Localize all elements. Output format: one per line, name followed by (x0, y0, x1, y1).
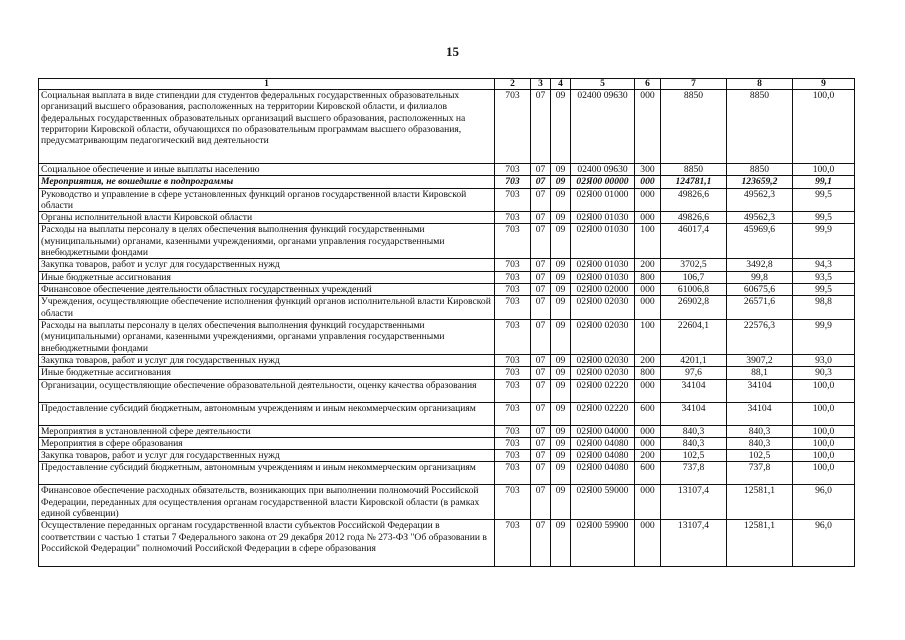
column-4-value: 09 (551, 296, 571, 320)
column-9-percent: 100,0 (793, 450, 855, 462)
column-6-value: 000 (635, 284, 661, 296)
row-description: Закупка товаров, работ и услуг для государственных нужд (39, 450, 495, 462)
column-4-value: 09 (551, 354, 571, 366)
column-4-value: 09 (551, 284, 571, 296)
column-9-percent: 99,1 (793, 176, 855, 188)
column-3-value: 07 (531, 176, 551, 188)
column-9-percent: 100,0 (793, 90, 855, 164)
row-description: Руководство и управление в сфере установленных функций органов государственной власти Кировской области (39, 188, 495, 212)
column-5-code: 02Я00 59900 (571, 520, 635, 567)
column-4-value: 09 (551, 485, 571, 520)
column-3-value: 07 (531, 354, 551, 366)
column-4-value: 09 (551, 462, 571, 485)
column-5-code: 02Я00 01030 (571, 224, 635, 259)
row-description: Мероприятия в установленной сфере деятельности (39, 425, 495, 437)
column-6-value: 000 (635, 90, 661, 164)
budget-table (38, 78, 855, 567)
column-4-value: 09 (551, 164, 571, 176)
table-row (39, 176, 855, 188)
header-cell: 4 (551, 79, 571, 90)
column-2-value: 703 (495, 284, 531, 296)
column-7-value: 102,5 (661, 450, 727, 462)
column-3-value: 07 (531, 296, 551, 320)
column-8-value: 45969,6 (727, 224, 793, 259)
column-7-value: 8850 (661, 90, 727, 164)
column-4-value: 09 (551, 520, 571, 567)
row-description: Учреждения, осуществляющие обеспечение исполнения функций органов исполнительной власти Кировской области (39, 296, 495, 320)
column-7-value: 26902,8 (661, 296, 727, 320)
column-9-percent: 94,3 (793, 259, 855, 271)
column-6-value: 800 (635, 367, 661, 379)
column-5-code: 02Я00 59000 (571, 485, 635, 520)
column-6-value: 000 (635, 379, 661, 402)
table-row (39, 367, 855, 379)
column-8-value: 12581,1 (727, 520, 793, 567)
column-7-value: 840,3 (661, 437, 727, 449)
column-9-percent: 99,9 (793, 224, 855, 259)
row-description: Мероприятия в сфере образования (39, 437, 495, 449)
column-8-value: 22576,3 (727, 319, 793, 354)
column-7-value: 124781,1 (661, 176, 727, 188)
column-5-code: 02Я00 02030 (571, 319, 635, 354)
column-2-value: 703 (495, 90, 531, 164)
column-9-percent: 98,8 (793, 296, 855, 320)
table-row (39, 437, 855, 449)
column-2-value: 703 (495, 319, 531, 354)
column-7-value: 3702,5 (661, 259, 727, 271)
table-row (39, 485, 855, 520)
table-row (39, 224, 855, 259)
column-3-value: 07 (531, 224, 551, 259)
column-3-value: 07 (531, 271, 551, 283)
column-6-value: 100 (635, 224, 661, 259)
column-2-value: 703 (495, 176, 531, 188)
column-8-value: 49562,3 (727, 188, 793, 212)
column-6-value: 000 (635, 425, 661, 437)
column-7-value: 106,7 (661, 271, 727, 283)
column-7-value: 46017,4 (661, 224, 727, 259)
column-9-percent: 99,5 (793, 284, 855, 296)
row-description: Предоставление субсидий бюджетным, автономным учреждениям и иным некоммерческим организациям (39, 462, 495, 485)
column-9-percent: 100,0 (793, 164, 855, 176)
column-2-value: 703 (495, 485, 531, 520)
column-4-value: 09 (551, 271, 571, 283)
table-row (39, 212, 855, 224)
column-9-percent: 100,0 (793, 437, 855, 449)
column-3-value: 07 (531, 367, 551, 379)
column-9-percent: 100,0 (793, 379, 855, 402)
column-7-value: 34104 (661, 379, 727, 402)
column-9-percent: 100,0 (793, 402, 855, 425)
column-8-value: 12581,1 (727, 485, 793, 520)
table-row (39, 259, 855, 271)
header-cell: 6 (635, 79, 661, 90)
column-7-value: 97,6 (661, 367, 727, 379)
column-5-code: 02Я00 02220 (571, 379, 635, 402)
header-cell: 7 (661, 79, 727, 90)
column-7-value: 61006,8 (661, 284, 727, 296)
column-6-value: 600 (635, 402, 661, 425)
column-4-value: 09 (551, 176, 571, 188)
column-8-value: 34104 (727, 402, 793, 425)
row-description: Организации, осуществляющие обеспечение образовательной деятельности, оценку качества образования (39, 379, 495, 402)
column-7-value: 49826,6 (661, 188, 727, 212)
table-row (39, 319, 855, 354)
column-4-value: 09 (551, 425, 571, 437)
column-3-value: 07 (531, 90, 551, 164)
row-description: Иные бюджетные ассигнования (39, 271, 495, 283)
column-4-value: 09 (551, 450, 571, 462)
column-3-value: 07 (531, 450, 551, 462)
column-3-value: 07 (531, 402, 551, 425)
column-8-value: 3907,2 (727, 354, 793, 366)
column-4-value: 09 (551, 224, 571, 259)
header-cell: 1 (39, 79, 495, 90)
column-6-value: 000 (635, 520, 661, 567)
column-7-value: 13107,4 (661, 520, 727, 567)
row-description: Расходы на выплаты персоналу в целях обеспечения выполнения функций государственными (муниципальными) органами, казенными учреждениями, органами управления государственными внебюджетными фондами (39, 224, 495, 259)
column-3-value: 07 (531, 437, 551, 449)
column-3-value: 07 (531, 379, 551, 402)
column-6-value: 000 (635, 188, 661, 212)
column-4-value: 09 (551, 212, 571, 224)
column-4-value: 09 (551, 402, 571, 425)
column-8-value: 88,1 (727, 367, 793, 379)
column-8-value: 123659,2 (727, 176, 793, 188)
column-3-value: 07 (531, 284, 551, 296)
table-row (39, 379, 855, 402)
table-row (39, 354, 855, 366)
column-6-value: 600 (635, 462, 661, 485)
column-5-code: 02Я00 04080 (571, 450, 635, 462)
column-6-value: 200 (635, 354, 661, 366)
row-description: Предоставление субсидий бюджетным, автономным учреждениям и иным некоммерческим организациям (39, 402, 495, 425)
column-8-value: 737,8 (727, 462, 793, 485)
column-8-value: 49562,3 (727, 212, 793, 224)
table-row (39, 450, 855, 462)
table-row (39, 164, 855, 176)
row-description: Расходы на выплаты персоналу в целях обеспечения выполнения функций государственными (муниципальными) органами, казенными учреждениями, органами управления государственными внебюджетными фондами (39, 319, 495, 354)
column-5-code: 02Я00 01000 (571, 188, 635, 212)
column-2-value: 703 (495, 450, 531, 462)
column-2-value: 703 (495, 188, 531, 212)
table-row (39, 402, 855, 425)
column-4-value: 09 (551, 367, 571, 379)
column-6-value: 200 (635, 259, 661, 271)
column-8-value: 3492,8 (727, 259, 793, 271)
page-number: 15 (446, 44, 459, 59)
column-5-code: 02Я00 04000 (571, 425, 635, 437)
column-7-value: 34104 (661, 402, 727, 425)
table-row (39, 462, 855, 485)
column-5-code: 02Я00 02030 (571, 367, 635, 379)
table-row (39, 425, 855, 437)
row-description: Осуществление переданных органам государственной власти субъектов Российской Федерации в соответствии с частью 1 статьи 7 Федерального закона от 29 декабря 2012 года № 273-ФЗ "Об образовании в Российской Федерации" полномочий Российской Федерации в сфере образования (39, 520, 495, 567)
column-5-code: 02Я00 00000 (571, 176, 635, 188)
column-5-code: 02400 09630 (571, 90, 635, 164)
header-cell: 9 (793, 79, 855, 90)
column-8-value: 34104 (727, 379, 793, 402)
column-2-value: 703 (495, 437, 531, 449)
column-6-value: 000 (635, 212, 661, 224)
column-8-value: 26571,6 (727, 296, 793, 320)
row-description: Иные бюджетные ассигнования (39, 367, 495, 379)
column-8-value: 8850 (727, 164, 793, 176)
header-cell: 5 (571, 79, 635, 90)
column-2-value: 703 (495, 379, 531, 402)
column-2-value: 703 (495, 224, 531, 259)
table-row (39, 271, 855, 283)
column-9-percent: 99,5 (793, 188, 855, 212)
column-6-value: 200 (635, 450, 661, 462)
column-8-value: 99,8 (727, 271, 793, 283)
column-3-value: 07 (531, 485, 551, 520)
column-2-value: 703 (495, 259, 531, 271)
row-description: Социальная выплата в виде стипендии для студентов федеральных государственных образовательных организаций высшего образования, расположенных на территории Кировской области, и филиалов федеральных государственных образовательных организаций высшего образования, расположенных на территории Кировской области, обучающихся по образовательным программам высшего образования, предусматривающим педагогический вид деятельности (39, 90, 495, 164)
row-description: Мероприятия, не вошедшие в подпрограммы (39, 176, 495, 188)
column-3-value: 07 (531, 462, 551, 485)
column-8-value: 102,5 (727, 450, 793, 462)
column-7-value: 8850 (661, 164, 727, 176)
column-4-value: 09 (551, 259, 571, 271)
column-4-value: 09 (551, 188, 571, 212)
column-4-value: 09 (551, 437, 571, 449)
column-7-value: 13107,4 (661, 485, 727, 520)
column-7-value: 840,3 (661, 425, 727, 437)
column-9-percent: 93,5 (793, 271, 855, 283)
column-5-code: 02Я00 02000 (571, 284, 635, 296)
column-5-code: 02Я00 04080 (571, 437, 635, 449)
column-4-value: 09 (551, 319, 571, 354)
column-5-code: 02Я00 01030 (571, 271, 635, 283)
row-description: Закупка товаров, работ и услуг для государственных нужд (39, 354, 495, 366)
column-5-code: 02Я00 01030 (571, 259, 635, 271)
column-5-code: 02Я00 02030 (571, 354, 635, 366)
column-5-code: 02Я00 01030 (571, 212, 635, 224)
column-7-value: 4201,1 (661, 354, 727, 366)
column-8-value: 8850 (727, 90, 793, 164)
column-6-value: 000 (635, 176, 661, 188)
column-6-value: 000 (635, 485, 661, 520)
column-9-percent: 96,0 (793, 485, 855, 520)
column-9-percent: 90,3 (793, 367, 855, 379)
column-7-value: 49826,6 (661, 212, 727, 224)
column-8-value: 840,3 (727, 437, 793, 449)
column-6-value: 100 (635, 319, 661, 354)
column-7-value: 22604,1 (661, 319, 727, 354)
column-3-value: 07 (531, 520, 551, 567)
column-2-value: 703 (495, 402, 531, 425)
column-2-value: 703 (495, 354, 531, 366)
row-description: Социальное обеспечение и иные выплаты населению (39, 164, 495, 176)
column-5-code: 02400 09630 (571, 164, 635, 176)
column-3-value: 07 (531, 319, 551, 354)
row-description: Закупка товаров, работ и услуг для государственных нужд (39, 259, 495, 271)
column-6-value: 800 (635, 271, 661, 283)
table-row (39, 188, 855, 212)
column-3-value: 07 (531, 212, 551, 224)
column-3-value: 07 (531, 164, 551, 176)
column-7-value: 737,8 (661, 462, 727, 485)
column-9-percent: 99,9 (793, 319, 855, 354)
column-2-value: 703 (495, 164, 531, 176)
column-4-value: 09 (551, 90, 571, 164)
column-2-value: 703 (495, 462, 531, 485)
table-row (39, 284, 855, 296)
column-9-percent: 100,0 (793, 462, 855, 485)
column-5-code: 02Я00 02030 (571, 296, 635, 320)
column-2-value: 703 (495, 296, 531, 320)
column-3-value: 07 (531, 425, 551, 437)
column-3-value: 07 (531, 188, 551, 212)
column-2-value: 703 (495, 425, 531, 437)
column-9-percent: 96,0 (793, 520, 855, 567)
column-4-value: 09 (551, 379, 571, 402)
column-5-code: 02Я00 02220 (571, 402, 635, 425)
column-2-value: 703 (495, 212, 531, 224)
column-6-value: 000 (635, 296, 661, 320)
column-9-percent: 93,0 (793, 354, 855, 366)
column-8-value: 60675,6 (727, 284, 793, 296)
column-8-value: 840,3 (727, 425, 793, 437)
column-6-value: 000 (635, 437, 661, 449)
column-5-code: 02Я00 04080 (571, 462, 635, 485)
header-row (39, 79, 855, 90)
column-2-value: 703 (495, 520, 531, 567)
column-9-percent: 100,0 (793, 425, 855, 437)
row-description: Финансовое обеспечение расходных обязательств, возникающих при выполнении полномочий Российской Федерации, переданных для осуществления органам государственной власти Кировской области (в рамках единой субвенции) (39, 485, 495, 520)
column-9-percent: 99,5 (793, 212, 855, 224)
row-description: Финансовое обеспечение деятельности областных государственных учреждений (39, 284, 495, 296)
column-2-value: 703 (495, 367, 531, 379)
table-row (39, 296, 855, 320)
column-3-value: 07 (531, 259, 551, 271)
header-cell: 3 (531, 79, 551, 90)
header-cell: 8 (727, 79, 793, 90)
header-cell: 2 (495, 79, 531, 90)
table-row (39, 90, 855, 164)
table-row (39, 520, 855, 567)
column-6-value: 300 (635, 164, 661, 176)
column-2-value: 703 (495, 271, 531, 283)
row-description: Органы исполнительной власти Кировской области (39, 212, 495, 224)
